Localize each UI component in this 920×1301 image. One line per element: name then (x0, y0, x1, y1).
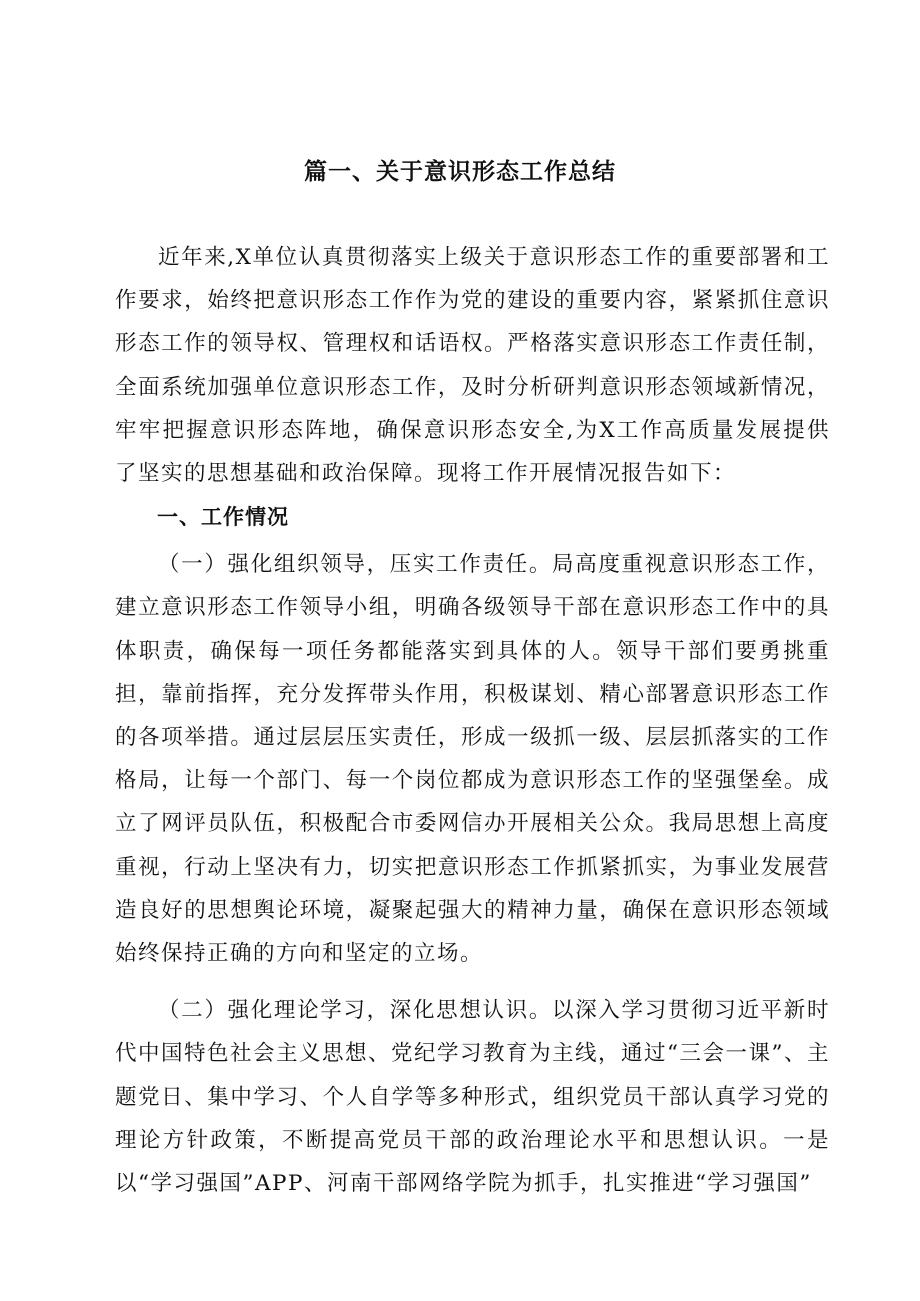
section-heading-work-status: 一、工作情况 (157, 505, 289, 530)
document-body (115, 236, 830, 1205)
paragraph-theory-study: （二）强化理论学习，深化思想认识。以深入学习贯彻习近平新时代中国特色社会主义思想、党纪学习教育为主线，通过“三会一课”、主题党日、集中学习、个人自学等多种形式，组织党员干部认真学习党的理论方针政策，不断提高党员干部的政治理论水平和思想认识。一是以“学习强国”APP、河南干部网络学院为抓手，扎实推进“学习强国” (115, 998, 830, 1197)
document-title: 篇一、关于意识形态工作总结 (304, 159, 616, 185)
intro-paragraph: 近年来,X单位认真贯彻落实上级关于意识形态工作的重要部署和工作要求，始终把意识形态工作作为党的建设的重要内容，紧紧抓住意识形态工作的领导权、管理权和话语权。严格落实意识形态工作责任制，全面系统加强单位意识形态工作，及时分析研判意识形态领域新情况，牢牢把握意识形态阵地，确保意识形态安全,为X工作高质量发展提供了坚实的思想基础和政治保障。现将工作开展情况报告如下： (115, 245, 830, 487)
paragraph-organization-leadership: （一）强化组织领导，压实工作责任。局高度重视意识形态工作，建立意识形态工作领导小组，明确各级领导干部在意识形态工作中的具体职责，确保每一项任务都能落实到具体的人。领导干部们要勇挑重担，靠前指挥，充分发挥带头作用，积极谋划、精心部署意识形态工作的各项举措。通过层层压实责任，形成一级抓一级、层层抓落实的工作格局，让每一个部门、每一个岗位都成为意识形态工作的坚强堡垒。成立了网评员队伍，积极配合市委网信办开展相关公众。我局思想上高度重视，行动上坚决有力，切实把意识形态工作抓紧抓实，为事业发展营造良好的思想舆论环境，凝聚起强大的精神力量，确保在意识形态领域始终保持正确的方向和坚定的立场。 (115, 552, 830, 967)
